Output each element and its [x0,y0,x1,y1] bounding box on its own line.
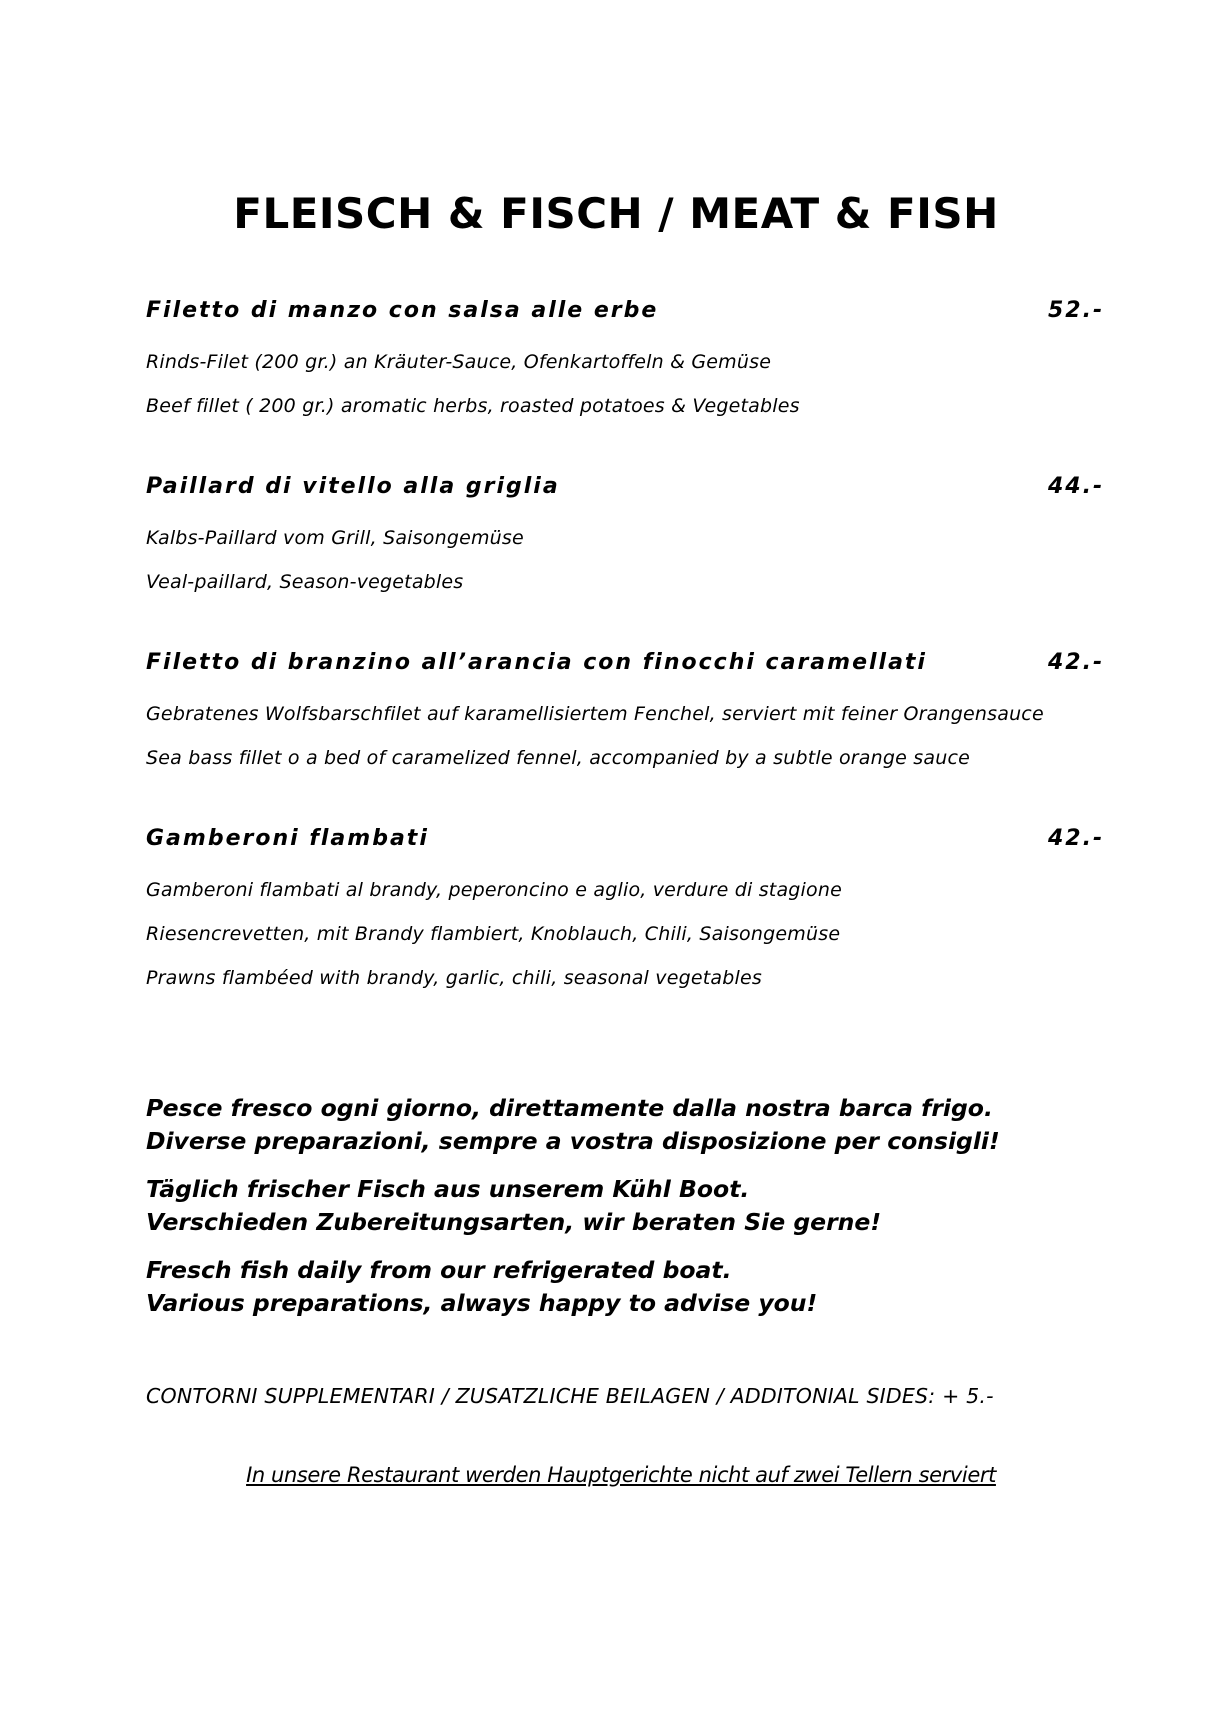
dish-header [146,648,1106,692]
dish-description-german: Rinds-Filet (200 gr.) an Kräuter-Sauce, Ofenkartoffeln & Gemüse [146,351,772,373]
fresh-fish-italian [146,1092,1146,1158]
dish-description-german: Gebratenes Wolfsbarschfilet auf karamellisiertem Fenchel, serviert mit feiner Orangensauce [146,703,1044,725]
fresh-fish-line: Diverse preparazioni, sempre a vostra disposizione per consigli! [146,1127,1000,1155]
dish-description-german: Riesencrevetten, mit Brandy flambiert, Knoblauch, Chili, Saisongemüse [146,923,841,945]
dish-price: 42.- [1048,650,1105,675]
dish-price: 44.- [1048,474,1105,499]
fresh-fish-line: Various preparations, always happy to advise you! [146,1289,818,1317]
serving-note [0,1459,1222,1491]
dish-header [146,296,1106,340]
dish-description-italian: Gamberoni flambati al brandy, peperoncino e aglio, verdure di stagione [146,879,842,901]
dish-description-english: Sea bass fillet o a bed of caramelized fennel, accompanied by a subtle orange sauce [146,747,970,769]
fresh-fish-line: Fresch fish daily from our refrigerated boat. [146,1256,732,1284]
fresh-fish-german [146,1173,1146,1239]
page-title: FLEISCH & FISCH / MEAT & FISH [233,189,999,238]
dish-price: 52.- [1048,298,1105,323]
additional-sides-note: CONTORNI SUPPLEMENTARI / ZUSATZLICHE BEILAGEN / ADDITONIAL SIDES: + 5.- [146,1384,994,1408]
dish-description-german: Kalbs-Paillard vom Grill, Saisongemüse [146,527,524,549]
dish-sea-bass [146,648,1106,780]
dish-beef-fillet [146,296,1106,428]
fresh-fish-line: Täglich frischer Fisch aus unserem Kühl Boot. [146,1175,750,1203]
dish-name: Gamberoni flambati [146,826,429,851]
dish-description-english: Prawns flambéed with brandy, garlic, chili, seasonal vegetables [146,967,762,989]
fresh-fish-line: Verschieden Zubereitungsarten, wir beraten Sie gerne! [146,1208,882,1236]
dish-veal-paillard [146,472,1106,604]
fresh-fish-line: Pesce fresco ogni giorno, direttamente dalla nostra barca frigo. [146,1094,993,1122]
dish-header [146,824,1106,868]
dish-name: Filetto di manzo con salsa alle erbe [146,298,659,323]
dish-description-english: Veal-paillard, Season-vegetables [146,571,464,593]
dish-name: Filetto di branzino all’arancia con finocchi caramellati [146,650,927,675]
dish-prawns [146,824,1106,1000]
serving-note-text: In unsere Restaurant werden Hauptgerichte nicht auf zwei Tellern serviert [246,1463,996,1487]
dish-header [146,472,1106,516]
dish-name: Paillard di vitello alla griglia [146,474,560,499]
dish-price: 42.- [1048,826,1105,851]
dish-description-english: Beef fillet ( 200 gr.) aromatic herbs, roasted potatoes & Vegetables [146,395,800,417]
fresh-fish-english [146,1254,1146,1320]
